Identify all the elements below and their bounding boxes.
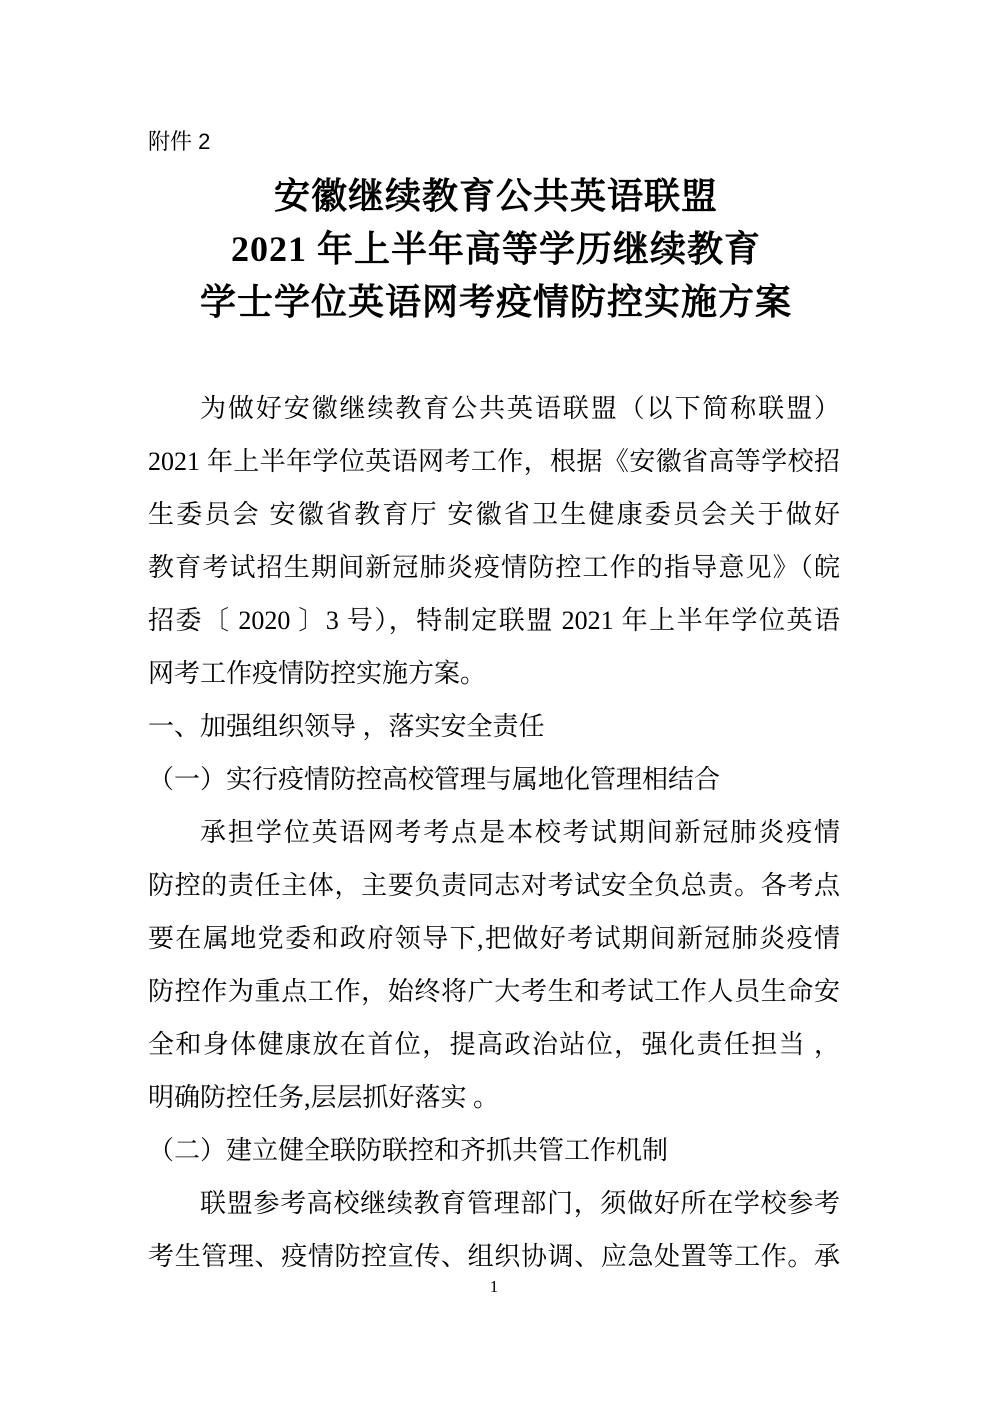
body-line-subheading: （一）实行疫情防控高校管理与属地化管理相结合 <box>148 765 721 794</box>
body-line-heading: 一、加强组织领导 ，落实安全责任 <box>148 712 545 741</box>
body-line-subheading: （二）建立健全联防联控和齐抓共管工作机制 <box>148 1136 669 1165</box>
body-line-paragraph-line: 全和身体健康放在首位，提高政治站位，强化责任担当 ， <box>148 1030 840 1059</box>
body-line-paragraph-end: 网考工作疫情防控实施方案。 <box>148 659 487 688</box>
body-line-paragraph-start: 承担学位英语网考考点是本校考试期间新冠肺炎疫情 <box>200 818 840 847</box>
document-title <box>0 170 992 329</box>
body-line-paragraph-line: 教育考试招生期间新冠肺炎疫情防控工作的指导意见》（皖 <box>148 553 840 582</box>
title-line-3: 学士学位英语网考疫情防控实施方案 <box>199 282 792 322</box>
body-line-paragraph-line: 生委员会 安徽省教育厅 安徽省卫生健康委员会关于做好 <box>148 500 840 529</box>
title-line-2: 2021 年上半年高等学历继续教育 <box>230 229 761 269</box>
body-line-paragraph-line: 2021 年上半年学位英语网考工作，根据《安徽省高等学校招 <box>148 447 840 476</box>
body-line-paragraph-line: 招委〔 2020 〕3 号），特制定联盟 2021 年上半年学位英语 <box>148 606 840 635</box>
body-line-paragraph-end: 明确防控任务,层层抓好落实 。 <box>148 1083 500 1112</box>
attachment-label: 附件 2 <box>148 129 211 154</box>
document-body <box>148 382 840 1283</box>
body-line-paragraph-start: 联盟参考高校继续教育管理部门，须做好所在学校参考 <box>200 1189 840 1218</box>
body-line-paragraph-line: 要在属地党委和政府领导下,把做好考试期间新冠肺炎疫情 <box>148 924 840 953</box>
body-line-paragraph-start: 为做好安徽继续教育公共英语联盟（以下简称联盟） <box>200 394 840 423</box>
title-line-1: 安徽继续教育公共英语联盟 <box>273 176 718 216</box>
page-number: 1 <box>489 1277 499 1296</box>
body-line-paragraph-line: 考生管理、疫情防控宣传、组织协调、应急处置等工作。承 <box>148 1242 840 1271</box>
body-line-paragraph-line: 防控作为重点工作，始终将广大考生和考试工作人员生命安 <box>148 977 840 1006</box>
body-line-paragraph-line: 防控的责任主体，主要负责同志对考试安全负总责。各考点 <box>148 871 840 900</box>
